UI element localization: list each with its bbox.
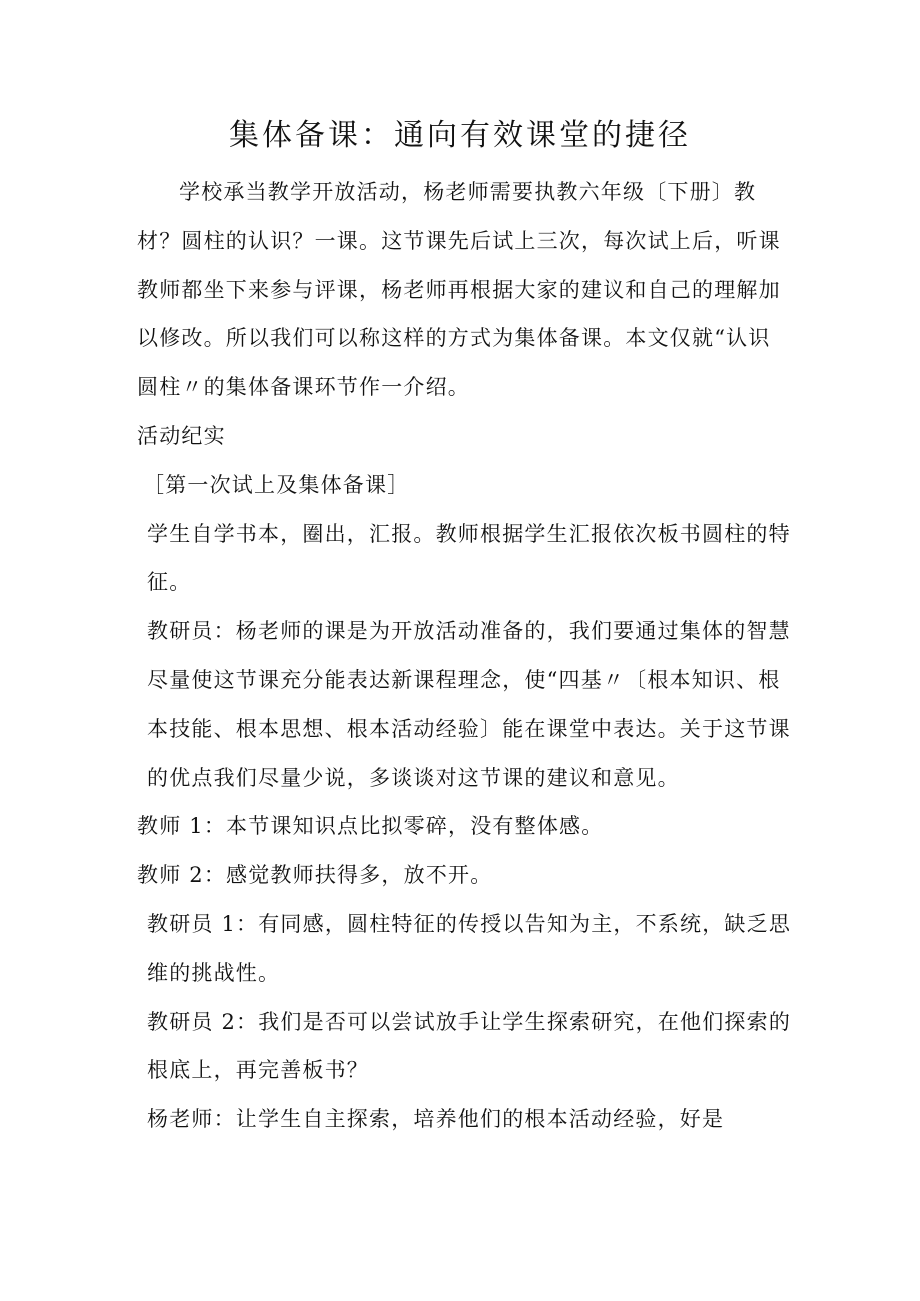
paragraph-researcher-opening: 教研员：杨老师的课是为开放活动准备的，我们要通过集体的智慧尽量使这节课充分能表达新课程理念，使“四基〃〔根本知识、根本技能、根本思想、根本活动经验〕能在课堂中表达。关于这节课的优点我们尽量少说，多谈谈对这节课的建议和意见。 bbox=[147, 619, 791, 790]
paragraph-student-study: 学生自学书本，圈出，汇报。教师根据学生汇报依次板书圆柱的特征。 bbox=[147, 521, 791, 595]
paragraph-teacher-2: 教师 2：感觉教师扶得多，放不开。 bbox=[137, 863, 493, 888]
paragraph-teacher-1: 教师 1：本节课知识点比拟零碎，没有整体感。 bbox=[137, 814, 604, 839]
paragraph-researcher-1: 教研员 1：有同感，圆柱特征的传授以告知为主，不系统，缺乏思维的挑战性。 bbox=[147, 911, 792, 985]
section-heading: 活动纪实 bbox=[137, 423, 226, 448]
intro-paragraph: 学校承当教学开放活动，杨老师需要执教六年级〔下册〕教材？圆柱的认识？一课。这节课先后试上三次，每次试上后，听课教师都坐下来参与评课，杨老师再根据大家的建议和自己的理解加以修改。所以我们可以称这样的方式为集体备课。本文仅就“认识圆柱〃的集体备课环节作一介绍。 bbox=[137, 180, 781, 400]
document-body bbox=[137, 168, 792, 1144]
subsection-heading: ［第一次试上及集体备课］ bbox=[143, 472, 410, 497]
paragraph-researcher-2: 教研员 2：我们是否可以尝试放手让学生探索研究，在他们探索的根底上，再完善板书？ bbox=[147, 1009, 792, 1083]
paragraph-teacher-yang: 杨老师：让学生自主探索，培养他们的根本活动经验，好是 bbox=[147, 1107, 725, 1132]
document-title: 集体备课：通向有效课堂的捷径 bbox=[229, 118, 691, 153]
